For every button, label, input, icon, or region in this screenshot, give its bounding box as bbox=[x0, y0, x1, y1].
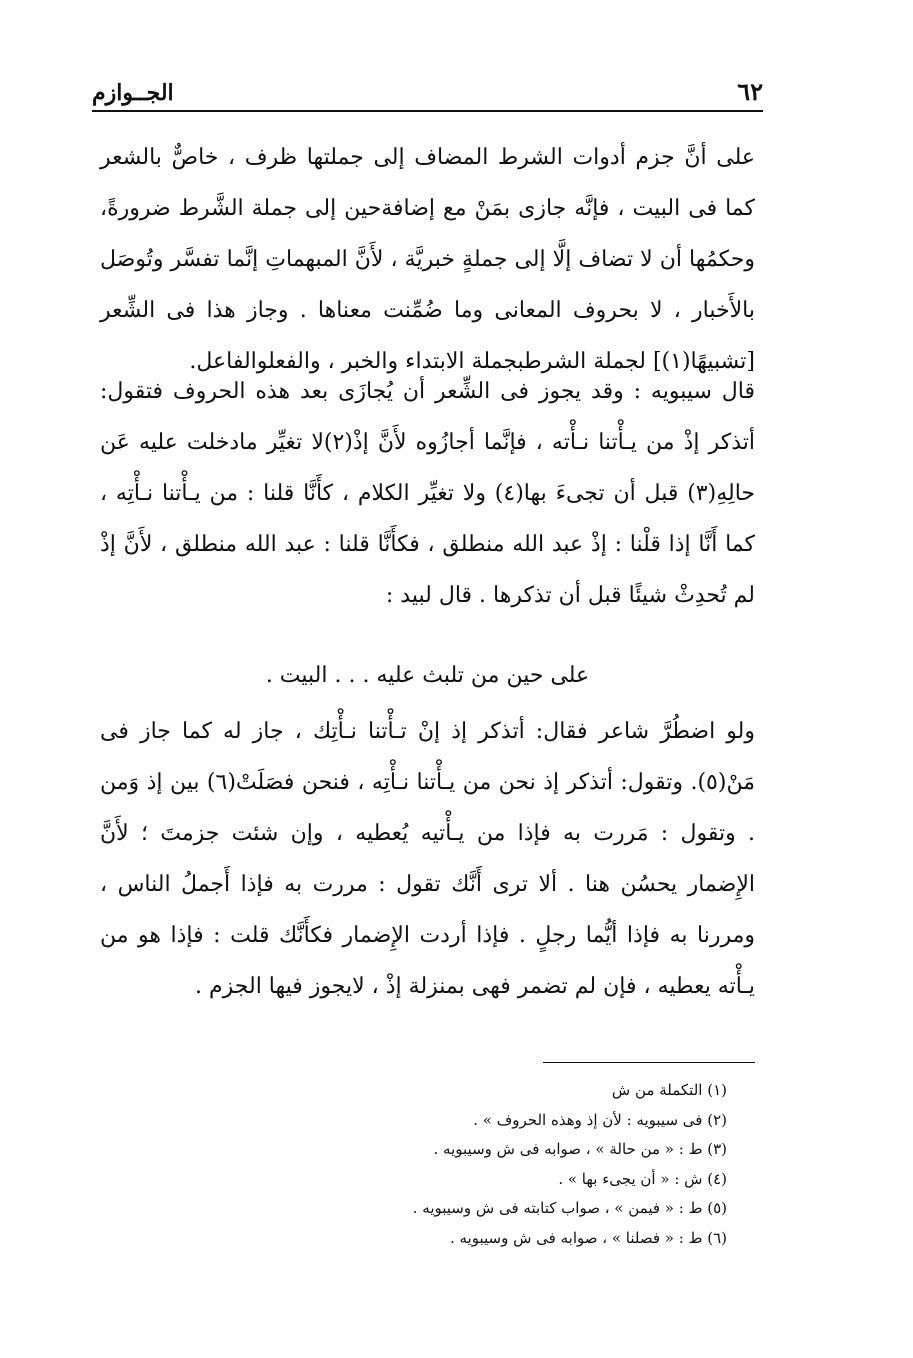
header-rule bbox=[92, 110, 763, 112]
footnote: (١) التكملة من ش bbox=[611, 1081, 727, 1099]
paragraph-text: قال سيبويه : وقد يجوز فى الشِّعر أن يُجازَى بعد هذه الحروف فتقول: أتذكر إذْ من يـأْتنا نـأْته ، فإنَّما أجازُوه لأَنَّ إذْ(٢)لا تغيِّر مادخلت عليه عَن حالِهِ(٣) قبل أن تجىءَ بها(٤) ولا تغيِّر الكلام ، كأَنَّا قلنا : من يـأْتنا نـأْتِه ، كما أَنَّا إذا قلْنا : إذْ عبد الله منطلق ، فكأَنَّا قلنا : عبد الله منطلق ، لأَنَّ إذْ لم تُحدِثْ شيئًا قبل أن تذكرها . قال لبيد : bbox=[100, 379, 756, 608]
paragraph-1 bbox=[100, 132, 755, 387]
page-header bbox=[92, 70, 763, 106]
running-title: الجــوازم bbox=[92, 80, 174, 106]
footnote: (٦) ط : « فصلنا » ، صوابه فى ش وسيبويه . bbox=[449, 1228, 727, 1247]
footnote: (٤) ش : « أن يجىء بها » . bbox=[558, 1169, 727, 1188]
footnote: (٥) ط : « فيمن » ، صواب كتابته فى ش وسيبويه . bbox=[412, 1199, 727, 1217]
footnote: (٣) ط : « من حالة » ، صوابه فى ش وسيبويه . bbox=[433, 1140, 727, 1158]
paragraph-2 bbox=[100, 366, 755, 621]
footnote: (٢) فى سيبويه : لأن إذ وهذه الحروف » . bbox=[473, 1110, 727, 1129]
verse-line: على حين من تلبث عليه . . . البيت . bbox=[265, 663, 590, 688]
paragraph-text: ولو اضطُرَّ شاعر فقال: أتذكر إذ إنْ تـأْتنا نـأْتِك ، جاز له كما جاز فى مَنْ(٥). وتقول: أتذكر إذ نحن من يـأْتنا نـأْتِه ، فنحن فصَلَتْ(٦) بين إذ وَمن . وتقول : مَررت به فإذا من يـأْتيه يُعطيه ، وإن شئت جزمتَ ؛ لأَنَّ الإِضمار يحسُن هنا . ألا ترى أَنَّك تقول : مررت به فإذا أَجملُ الناس ، ومررنا به فإذا أيُّما رجلٍ . فإذا أردت الإِضمار فكأَنَّك قلت : فإذا هو من يـأْته يعطيه ، فإن لم تضمر فهى بمنزلة إذْ ، لايجوز فيها الجزم . bbox=[100, 719, 755, 999]
paragraph-3 bbox=[100, 706, 755, 1012]
page-number: ٦٢ bbox=[737, 77, 763, 106]
footnotes bbox=[300, 1076, 727, 1253]
paragraph-text: على أنَّ جزم أدوات الشرط المضاف إلى جملتها ظرف ، خاصٌّ بالشعر كما فى البيت ، فإنَّه جازى بمَنْ مع إضافةحين إلى جملة الشَّرط ضرورةً، وحكمُها أن لا تضاف إلَّا إلى جملةٍ خبريَّة ، لأَنَّ المبهماتِ إنَّما تفسَّر وتُوصَل بالأَخبار ، لا بحروف المعانى وما ضُمِّنت معناها . وجاز هذا فى الشِّعر [تشبيهًا(١)] لجملة الشرطبجملة الابتداء والخبر ، والفعلوالفاعل. bbox=[100, 145, 755, 374]
footnote-separator bbox=[543, 1062, 755, 1063]
